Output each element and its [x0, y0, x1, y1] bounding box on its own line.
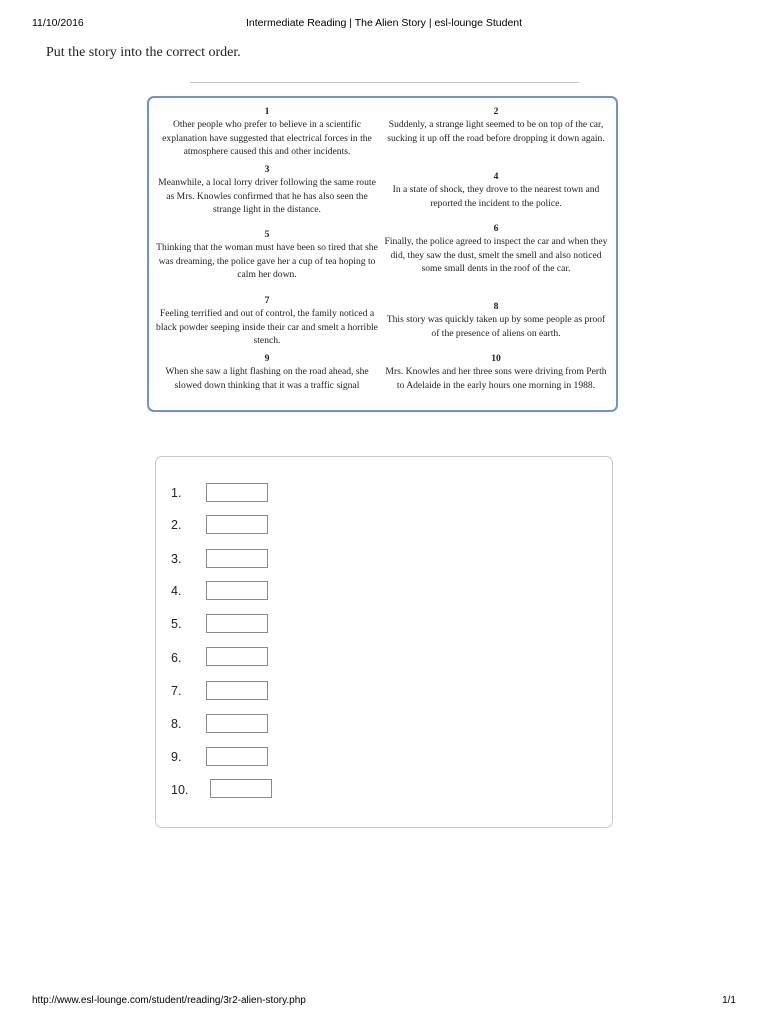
story-text: Suddenly, a strange light seemed to be on top of the car, sucking it up off the road before dropping it down again. — [387, 119, 605, 144]
story-item — [383, 352, 609, 392]
story-number: 8 — [493, 301, 499, 312]
story-item — [154, 352, 380, 392]
answer-label: 9. — [171, 750, 182, 764]
answer-label: 1. — [171, 486, 182, 500]
story-text: Feeling terrified and out of control, the family noticed a black powder seeping inside their car and smelt a horrible stench. — [156, 308, 378, 347]
divider — [190, 82, 579, 83]
story-text: Thinking that the woman must have been so tired that she was dreaming, the police gave her a cup of tea hoping to calm her down. — [156, 242, 378, 281]
instruction-text: Put the story into the correct order. — [46, 45, 241, 60]
page-title: Intermediate Reading | The Alien Story | esl-lounge Student — [245, 17, 523, 29]
story-sentences-box — [147, 96, 618, 412]
story-number: 3 — [264, 164, 270, 175]
print-header — [0, 17, 768, 31]
answer-label: 5. — [171, 617, 182, 631]
story-text: When she saw a light flashing on the road ahead, she slowed down thinking that it was a traffic signal — [165, 366, 369, 391]
story-number: 10 — [491, 353, 501, 364]
print-footer — [0, 995, 768, 1009]
page-number: 1/1 — [722, 995, 736, 1006]
answer-label: 6. — [171, 651, 182, 665]
page-url: http://www.esl-lounge.com/student/reading/3r2-alien-story.php — [32, 995, 306, 1006]
answer-field-4[interactable] — [206, 581, 268, 600]
story-text: Other people who prefer to believe in a scientific explanation have suggested that electrical forces in the atmosphere caused this and other incidents. — [162, 119, 372, 158]
answer-field-3[interactable] — [206, 549, 268, 568]
story-text: Finally, the police agreed to inspect the car and when they did, they saw the dust, smelt the smell and also noticed some small dents in the roof of the car. — [384, 236, 608, 275]
answer-form — [155, 456, 613, 828]
print-date: 11/10/2016 — [32, 17, 84, 29]
answer-field-6[interactable] — [206, 647, 268, 666]
answer-label: 8. — [171, 717, 182, 731]
story-item — [154, 105, 380, 159]
answer-label: 10. — [171, 783, 189, 797]
story-number: 6 — [493, 223, 499, 234]
story-number: 7 — [264, 295, 270, 306]
answer-field-2[interactable] — [206, 515, 268, 534]
story-number: 4 — [493, 171, 499, 182]
story-item — [383, 105, 609, 145]
answer-label: 7. — [171, 684, 182, 698]
story-item — [154, 228, 380, 282]
answer-label: 2. — [171, 518, 182, 532]
answer-field-8[interactable] — [206, 714, 268, 733]
story-item — [383, 222, 609, 276]
story-text: In a state of shock, they drove to the nearest town and reported the incident to the police. — [392, 184, 600, 209]
story-number: 1 — [264, 106, 270, 117]
answer-field-9[interactable] — [206, 747, 268, 766]
story-item — [383, 300, 609, 340]
story-item — [383, 170, 609, 210]
answer-field-7[interactable] — [206, 681, 268, 700]
story-item — [154, 294, 380, 348]
answer-field-5[interactable] — [206, 614, 268, 633]
answer-label: 3. — [171, 552, 182, 566]
story-number: 2 — [493, 106, 499, 117]
story-text: Mrs. Knowles and her three sons were driving from Perth to Adelaide in the early hours one morning in 1988. — [385, 366, 607, 391]
story-item — [154, 163, 380, 217]
story-number: 5 — [264, 229, 270, 240]
story-text: Meanwhile, a local lorry driver following the same route as Mrs. Knowles confirmed that he has also seen the strange light in the distance. — [158, 177, 376, 216]
answer-field-10[interactable] — [210, 779, 272, 798]
story-number: 9 — [264, 353, 270, 364]
answer-field-1[interactable] — [206, 483, 268, 502]
story-text: This story was quickly taken up by some people as proof of the presence of aliens on earth. — [386, 314, 606, 339]
answer-label: 4. — [171, 584, 182, 598]
